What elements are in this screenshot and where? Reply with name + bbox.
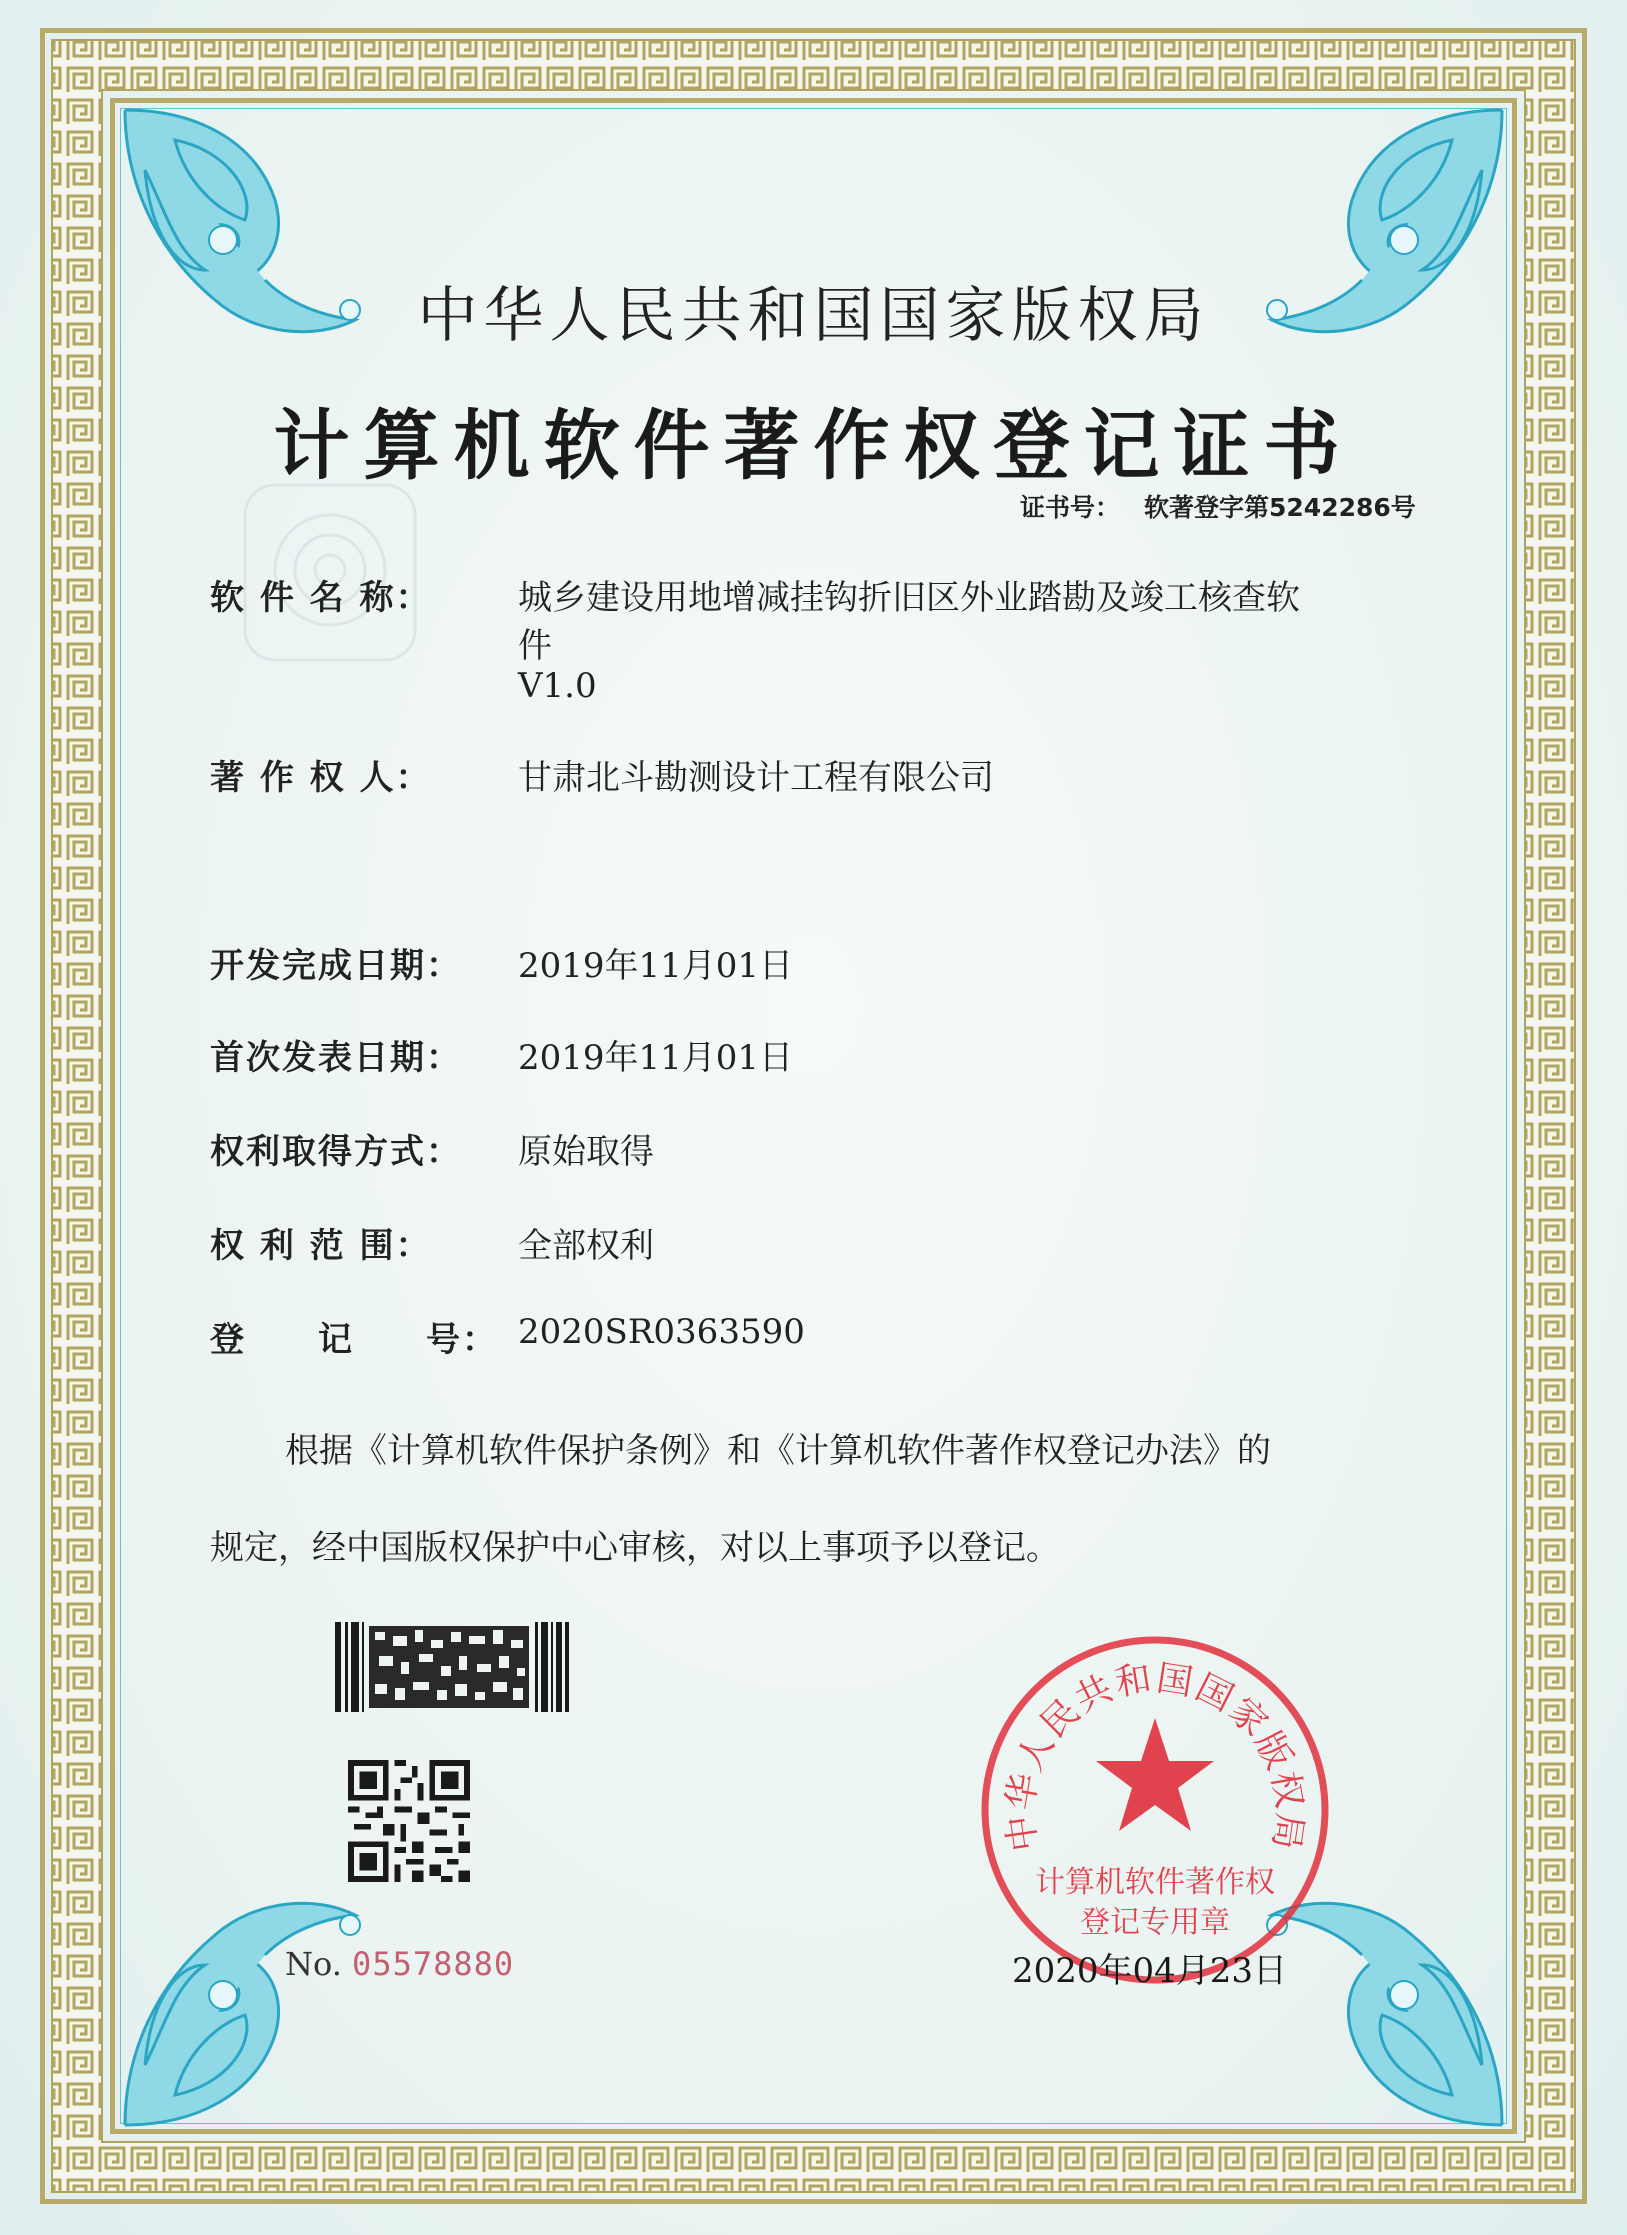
serial-number [285, 1945, 514, 1983]
registration-number-label: 登 记 号： [210, 1320, 498, 1360]
copyright-holder-value: 甘肃北斗勘测设计工程有限公司 [518, 758, 994, 798]
acquisition-method-value: 原始取得 [518, 1132, 654, 1172]
issue-date: 2020年04月23日 [1012, 1951, 1288, 1991]
registration-number-value: 2020SR0363590 [518, 1312, 805, 1352]
seal-ring-text: 中华人民共和国国家版权局 [999, 1657, 1311, 1854]
certificate-title: 计算机软件著作权登记证书 [273, 401, 1354, 490]
seal-inner-line2: 登记专用章 [1080, 1905, 1230, 1940]
dev-completion-date-label: 开发完成日期： [210, 946, 462, 986]
statement-line2: 规定，经中国版权保护中心审核，对以上事项予以登记。 [210, 1528, 1060, 1568]
serial-value: 05578880 [352, 1945, 515, 1983]
issuer-heading: 中华人民共和国国家版权局 [417, 281, 1210, 351]
software-name-line1: 城乡建设用地增减挂钩折旧区外业踏勘及竣工核查软 [518, 578, 1300, 618]
rights-scope-value: 全部权利 [518, 1226, 654, 1266]
corner-ornament-bottom-left [115, 1875, 415, 2135]
certificate-number [1020, 488, 1416, 524]
rights-scope-label: 权 利 范 围： [210, 1226, 432, 1266]
first-publish-date-value: 2019年11月01日 [518, 1038, 794, 1078]
copyright-holder-label: 著 作 权 人： [210, 758, 432, 798]
serial-prefix: No. [285, 1945, 342, 1983]
first-publish-date-label: 首次发表日期： [210, 1038, 462, 1078]
seal-star-icon [1096, 1718, 1214, 1831]
barcode [335, 1622, 573, 1712]
acquisition-method-label: 权利取得方式： [210, 1132, 462, 1172]
seal-inner-line1: 计算机软件著作权 [1035, 1865, 1275, 1900]
official-seal [975, 1630, 1335, 1990]
software-name-label: 软 件 名 称： [210, 578, 432, 618]
dev-completion-date-value: 2019年11月01日 [518, 946, 794, 986]
statement-line1: 根据《计算机软件保护条例》和《计算机软件著作权登记办法》的 [285, 1431, 1271, 1471]
software-version: V1.0 [518, 666, 597, 706]
certificate-number-value: 软著登字第5242286号 [1144, 493, 1416, 522]
certificate-number-label: 证书号： [1020, 493, 1121, 522]
qr-code [348, 1760, 470, 1882]
software-name-line2: 件 [518, 626, 552, 666]
